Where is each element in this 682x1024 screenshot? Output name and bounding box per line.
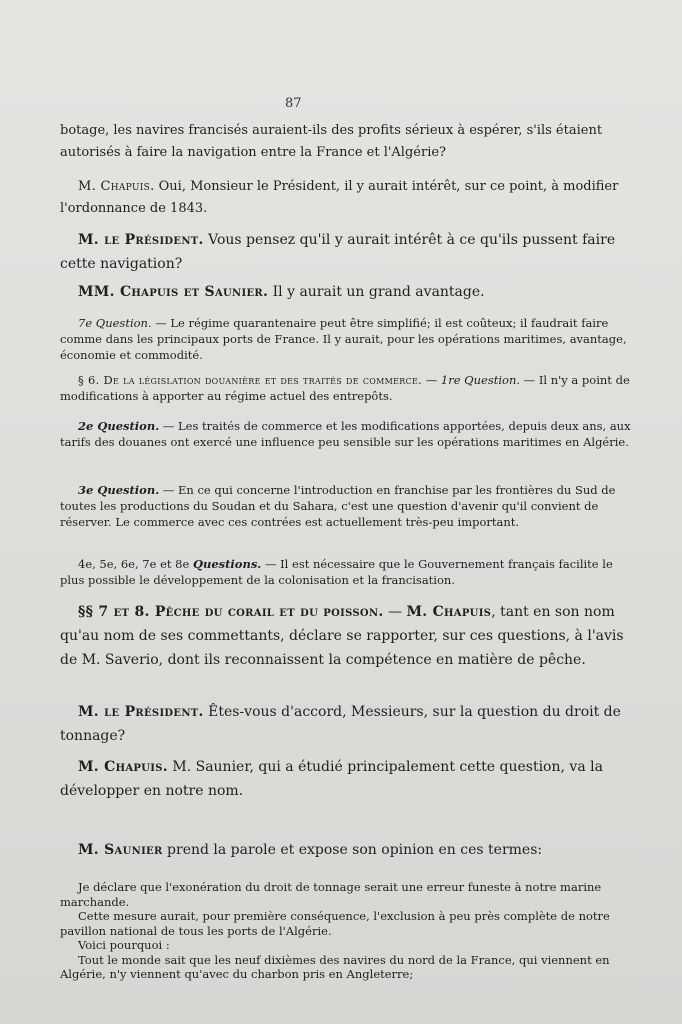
- chapuis-reply-text: Oui, Monsieur le Président, il y aurait intérêt, sur ce point, à modifier l'ordonnance de 1843.: [60, 179, 619, 216]
- chapuis-saunier-text: Il y aurait un grand avantage.: [268, 284, 485, 300]
- president-question-text: Vous pensez qu'il y aurait intérêt à ce qu'ils pussent faire cette navigation?: [60, 232, 616, 272]
- chapuis-reply-paragraph: [60, 176, 635, 220]
- president-tonnage-paragraph: [60, 700, 635, 748]
- question-3-paragraph: [60, 482, 635, 530]
- speaker-president-2: M. le Président.: [78, 704, 204, 720]
- president-tonnage-text: Êtes-vous d'accord, Messieurs, sur la question du droit de tonnage?: [60, 704, 621, 744]
- question-2-label: 2e Question.: [78, 419, 160, 433]
- page-number: 87: [285, 96, 302, 111]
- question-7-label: 7e Question.: [78, 316, 152, 330]
- speaker-saunier: M. Saunier: [78, 842, 163, 858]
- saunier-intro-text: prend la parole et expose son opinion en ces termes:: [162, 842, 543, 858]
- saunier-intro-paragraph: [60, 838, 635, 862]
- intro-paragraph: [60, 120, 635, 164]
- question-3-label: 3e Question.: [78, 483, 160, 497]
- speaker-chapuis: M. Chapuis.: [78, 179, 155, 194]
- section-7-8-heading: §§ 7 et 8. Pêche du corail et du poisson.: [78, 604, 384, 620]
- question-7-text: — Le régime quarantenaire peut être simplifié; il est coûteux; il faudrait faire comme dans les principaux ports de France. Il y aurait, pour les opérations maritimes, avantage, économie et commodité.: [60, 316, 627, 362]
- intro-text: botage, les navires francisés auraient-ils des profits sérieux à espérer, s'ils étaient autorisés à faire la navigation entre la France et l'Algérie?: [60, 123, 603, 160]
- section-6-question-1: — 1re Question.: [422, 373, 521, 387]
- declaration-line-1: Je déclare que l'exonération du droit de tonnage serait une erreur funeste à notre marine marchande.: [60, 880, 602, 909]
- section-6-paragraph: [60, 372, 635, 404]
- section-7-8-text: , tant en son nom qu'au nom de ses commettants, déclare se rapporter, sur ces questions, à l'avis de M. Saverio, dont ils reconnaissent la compétence en matière de pêche.: [60, 604, 624, 668]
- declaration-line-3: Voici pourquoi :: [78, 938, 170, 952]
- section-7-8-paragraph: [60, 600, 635, 672]
- questions-4-8-paragraph: [60, 556, 635, 588]
- speaker-chapuis-3: M. Chapuis.: [78, 759, 168, 775]
- declaration-line-2: Cette mesure aurait, pour première conséquence, l'exclusion à peu près complète de notre pavillon national de tous les ports de l'Algérie.: [60, 909, 610, 938]
- question-3-text: — En ce qui concerne l'introduction en franchise par les frontières du Sud de toutes les productions du Soudan et du Sahara, c'est une question d'avenir qu'il convient de réserver. Le commerce avec ces contrées est actuellement très-peu important.: [60, 483, 616, 529]
- saunier-declaration: [60, 880, 635, 982]
- section-6-heading: § 6. De la législation douanière et des traités de commerce.: [78, 373, 423, 387]
- questions-4-8-prefix: 4e, 5e, 6e, 7e et 8e: [78, 557, 193, 571]
- questions-4-8-label: Questions.: [192, 557, 262, 571]
- question-2-paragraph: [60, 418, 635, 450]
- chapuis-saunier-develop-paragraph: [60, 755, 635, 803]
- question-2-text: — Les traités de commerce et les modifications apportées, depuis deux ans, aux tarifs des douanes ont exercé une influence peu sensible sur les opérations maritimes en Algérie.: [60, 419, 631, 449]
- declaration-line-4: Tout le monde sait que les neuf dixièmes des navires du nord de la France, qui viennent en Algérie, n'y viennent qu'avec du charbon pris en Angleterre;: [60, 952, 610, 981]
- president-question-paragraph: [60, 228, 635, 276]
- chapuis-saunier-paragraph: [60, 280, 635, 304]
- section-6-text: — Il n'y a point de modifications à apporter au régime actuel des entrepôts.: [60, 373, 630, 403]
- section-7-8-dash: —: [383, 604, 407, 620]
- speaker-chapuis-2: M. Chapuis: [406, 604, 492, 620]
- chapuis-saunier-develop-text: M. Saunier, qui a étudié principalement cette question, va la développer en notre nom.: [60, 759, 603, 799]
- speaker-chapuis-saunier: MM. Chapuis et Saunier.: [78, 284, 269, 300]
- question-7-paragraph: [60, 315, 635, 363]
- questions-4-8-text: — Il est nécessaire que le Gouvernement français facilite le plus possible le développement de la colonisation et la francisation.: [60, 557, 613, 587]
- speaker-president: M. le Président.: [78, 232, 204, 248]
